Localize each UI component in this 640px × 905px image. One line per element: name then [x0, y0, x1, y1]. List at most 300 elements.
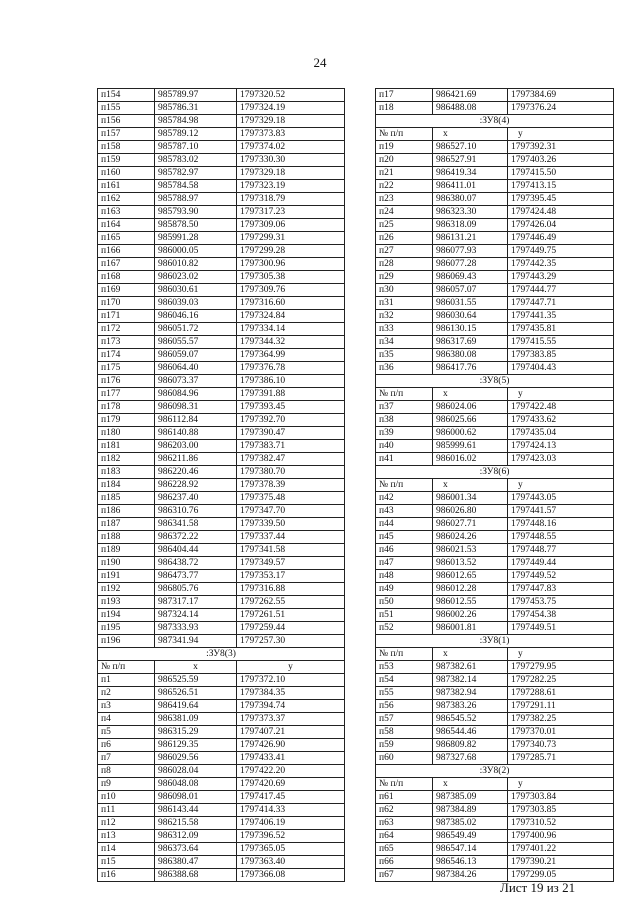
point-number-cell: п5	[98, 726, 155, 739]
table-row	[376, 570, 614, 583]
point-number-cell: п26	[376, 232, 433, 245]
table-row	[98, 856, 345, 869]
x-coordinate-cell: 987385.09	[433, 791, 508, 804]
column-header-x: x	[433, 778, 508, 791]
table-row	[98, 726, 345, 739]
table-row	[376, 271, 614, 284]
y-coordinate-cell: 1797323.19	[237, 180, 345, 193]
table-row	[98, 869, 345, 882]
table-row	[376, 700, 614, 713]
table-row	[98, 687, 345, 700]
x-coordinate-cell: 986372.22	[155, 531, 237, 544]
table-row	[376, 830, 614, 843]
table-row	[376, 687, 614, 700]
x-coordinate-cell: 986411.01	[433, 180, 508, 193]
table-row	[98, 830, 345, 843]
x-coordinate-cell: 986051.72	[155, 323, 237, 336]
column-header-n: № п/п	[376, 128, 433, 141]
table-row	[98, 583, 345, 596]
point-number-cell: п180	[98, 427, 155, 440]
x-coordinate-cell: 986039.03	[155, 297, 237, 310]
y-coordinate-cell: 1797305.38	[237, 271, 345, 284]
point-number-cell: п57	[376, 713, 433, 726]
y-coordinate-cell: 1797413.15	[508, 180, 614, 193]
point-number-cell: п29	[376, 271, 433, 284]
table-row	[98, 323, 345, 336]
table-row	[376, 583, 614, 596]
y-coordinate-cell: 1797449.51	[508, 622, 614, 635]
y-coordinate-cell: 1797394.74	[237, 700, 345, 713]
y-coordinate-cell: 1797317.23	[237, 206, 345, 219]
table-row	[376, 167, 614, 180]
point-number-cell: п9	[98, 778, 155, 791]
x-coordinate-cell: 985991.28	[155, 232, 237, 245]
table-row	[98, 570, 345, 583]
y-coordinate-cell: 1797404.43	[508, 362, 614, 375]
point-number-cell: п179	[98, 414, 155, 427]
y-coordinate-cell: 1797391.88	[237, 388, 345, 401]
y-coordinate-cell: 1797257.30	[237, 635, 345, 648]
y-coordinate-cell: 1797299.28	[237, 245, 345, 258]
point-number-cell: п58	[376, 726, 433, 739]
table-row	[98, 622, 345, 635]
y-coordinate-cell: 1797446.49	[508, 232, 614, 245]
y-coordinate-cell: 1797300.96	[237, 258, 345, 271]
column-header-x: x	[433, 479, 508, 492]
y-coordinate-cell: 1797329.18	[237, 115, 345, 128]
y-coordinate-cell: 1797376.24	[508, 102, 614, 115]
table-row	[98, 284, 345, 297]
y-coordinate-cell: 1797415.50	[508, 167, 614, 180]
y-coordinate-cell: 1797426.04	[508, 219, 614, 232]
x-coordinate-cell: 986380.07	[433, 193, 508, 206]
point-number-cell: п52	[376, 622, 433, 635]
column-header-row	[376, 388, 614, 401]
y-coordinate-cell: 1797339.50	[237, 518, 345, 531]
y-coordinate-cell: 1797401.22	[508, 843, 614, 856]
y-coordinate-cell: 1797262.55	[237, 596, 345, 609]
x-coordinate-cell: 987324.14	[155, 609, 237, 622]
table-row	[98, 219, 345, 232]
point-number-cell: п192	[98, 583, 155, 596]
x-coordinate-cell: 986084.96	[155, 388, 237, 401]
section-row	[376, 115, 614, 128]
point-number-cell: п53	[376, 661, 433, 674]
x-coordinate-cell: 986419.64	[155, 700, 237, 713]
x-coordinate-cell: 986001.34	[433, 492, 508, 505]
x-coordinate-cell: 986488.08	[433, 102, 508, 115]
x-coordinate-cell: 986112.84	[155, 414, 237, 427]
table-row	[376, 596, 614, 609]
column-header-x: x	[433, 128, 508, 141]
x-coordinate-cell: 986129.35	[155, 739, 237, 752]
table-row	[98, 505, 345, 518]
table-row	[376, 336, 614, 349]
point-number-cell: п19	[376, 141, 433, 154]
table-row	[98, 336, 345, 349]
x-coordinate-cell: 986143.44	[155, 804, 237, 817]
point-number-cell: п50	[376, 596, 433, 609]
y-coordinate-cell: 1797420.69	[237, 778, 345, 791]
point-number-cell: п12	[98, 817, 155, 830]
table-row	[376, 791, 614, 804]
table-row	[98, 544, 345, 557]
table-row	[376, 89, 614, 102]
x-coordinate-cell: 986809.82	[433, 739, 508, 752]
y-coordinate-cell: 1797407.21	[237, 726, 345, 739]
section-label: :ЗУ8(6)	[376, 466, 614, 479]
point-number-cell: п160	[98, 167, 155, 180]
y-coordinate-cell: 1797334.14	[237, 323, 345, 336]
point-number-cell: п1	[98, 674, 155, 687]
x-coordinate-cell: 986527.10	[433, 141, 508, 154]
y-coordinate-cell: 1797424.48	[508, 206, 614, 219]
table-row	[98, 843, 345, 856]
point-number-cell: п21	[376, 167, 433, 180]
point-number-cell: п36	[376, 362, 433, 375]
point-number-cell: п3	[98, 700, 155, 713]
y-coordinate-cell: 1797382.47	[237, 453, 345, 466]
table-row	[376, 739, 614, 752]
point-number-cell: п35	[376, 349, 433, 362]
y-coordinate-cell: 1797309.76	[237, 284, 345, 297]
y-coordinate-cell: 1797349.57	[237, 557, 345, 570]
y-coordinate-cell: 1797383.71	[237, 440, 345, 453]
x-coordinate-cell: 985786.31	[155, 102, 237, 115]
point-number-cell: п51	[376, 609, 433, 622]
table-row	[376, 713, 614, 726]
table-row	[376, 531, 614, 544]
point-number-cell: п161	[98, 180, 155, 193]
section-row	[376, 765, 614, 778]
y-coordinate-cell: 1797341.58	[237, 544, 345, 557]
column-header-row	[376, 479, 614, 492]
point-number-cell: п16	[98, 869, 155, 882]
x-coordinate-cell: 986001.81	[433, 622, 508, 635]
point-number-cell: п41	[376, 453, 433, 466]
x-coordinate-cell: 986000.05	[155, 245, 237, 258]
page-number: 24	[313, 55, 327, 70]
x-coordinate-cell: 986010.82	[155, 258, 237, 271]
y-coordinate-cell: 1797384.35	[237, 687, 345, 700]
table-row	[98, 141, 345, 154]
x-coordinate-cell: 986310.76	[155, 505, 237, 518]
column-header-n: № п/п	[376, 648, 433, 661]
table-row	[98, 804, 345, 817]
table-row	[376, 804, 614, 817]
x-coordinate-cell: 986388.68	[155, 869, 237, 882]
x-coordinate-cell: 985793.90	[155, 206, 237, 219]
point-number-cell: п172	[98, 323, 155, 336]
table-row	[376, 843, 614, 856]
point-number-cell: п183	[98, 466, 155, 479]
y-coordinate-cell: 1797259.44	[237, 622, 345, 635]
y-coordinate-cell: 1797403.26	[508, 154, 614, 167]
table-row	[98, 128, 345, 141]
y-coordinate-cell: 1797291.11	[508, 700, 614, 713]
x-coordinate-cell: 985788.97	[155, 193, 237, 206]
table-row	[376, 661, 614, 674]
x-coordinate-cell: 987341.94	[155, 635, 237, 648]
table-row	[376, 505, 614, 518]
table-row	[376, 362, 614, 375]
x-coordinate-cell: 986077.28	[433, 258, 508, 271]
column-header-y: y	[237, 661, 345, 674]
y-coordinate-cell: 1797364.99	[237, 349, 345, 362]
point-number-cell: п25	[376, 219, 433, 232]
y-coordinate-cell: 1797365.05	[237, 843, 345, 856]
x-coordinate-cell: 987382.94	[433, 687, 508, 700]
y-coordinate-cell: 1797382.25	[508, 713, 614, 726]
point-number-cell: п2	[98, 687, 155, 700]
table-row	[376, 232, 614, 245]
y-coordinate-cell: 1797453.75	[508, 596, 614, 609]
x-coordinate-cell: 986380.08	[433, 349, 508, 362]
section-row	[98, 648, 345, 661]
y-coordinate-cell: 1797392.70	[237, 414, 345, 427]
column-header-x: x	[155, 661, 237, 674]
table-row	[98, 206, 345, 219]
table-row	[98, 635, 345, 648]
table-row	[98, 167, 345, 180]
y-coordinate-cell: 1797395.45	[508, 193, 614, 206]
x-coordinate-cell: 986544.46	[433, 726, 508, 739]
x-coordinate-cell: 986130.15	[433, 323, 508, 336]
x-coordinate-cell: 986203.00	[155, 440, 237, 453]
point-number-cell: п170	[98, 297, 155, 310]
y-coordinate-cell: 1797373.83	[237, 128, 345, 141]
table-row	[376, 206, 614, 219]
x-coordinate-cell: 986526.51	[155, 687, 237, 700]
y-coordinate-cell: 1797415.55	[508, 336, 614, 349]
x-coordinate-cell: 986012.55	[433, 596, 508, 609]
y-coordinate-cell: 1797340.73	[508, 739, 614, 752]
y-coordinate-cell: 1797279.95	[508, 661, 614, 674]
x-coordinate-cell: 985784.98	[155, 115, 237, 128]
x-coordinate-cell: 985789.97	[155, 89, 237, 102]
point-number-cell: п13	[98, 830, 155, 843]
x-coordinate-cell: 986069.43	[433, 271, 508, 284]
x-coordinate-cell: 986525.59	[155, 674, 237, 687]
y-coordinate-cell: 1797448.77	[508, 544, 614, 557]
y-coordinate-cell: 1797443.05	[508, 492, 614, 505]
point-number-cell: п10	[98, 791, 155, 804]
section-row	[376, 466, 614, 479]
section-label: :ЗУ8(2)	[376, 765, 614, 778]
y-coordinate-cell: 1797424.13	[508, 440, 614, 453]
point-number-cell: п191	[98, 570, 155, 583]
y-coordinate-cell: 1797396.52	[237, 830, 345, 843]
x-coordinate-cell: 986026.80	[433, 505, 508, 518]
table-row	[98, 349, 345, 362]
column-header-n: № п/п	[376, 479, 433, 492]
point-number-cell: п176	[98, 375, 155, 388]
point-number-cell: п173	[98, 336, 155, 349]
x-coordinate-cell: 986016.02	[433, 453, 508, 466]
x-coordinate-cell: 987333.93	[155, 622, 237, 635]
y-coordinate-cell: 1797423.03	[508, 453, 614, 466]
column-header-y: y	[508, 388, 614, 401]
table-row	[98, 193, 345, 206]
table-row	[98, 388, 345, 401]
point-number-cell: п159	[98, 154, 155, 167]
point-number-cell: п60	[376, 752, 433, 765]
table-row	[98, 713, 345, 726]
x-coordinate-cell: 986220.46	[155, 466, 237, 479]
point-number-cell: п178	[98, 401, 155, 414]
table-row	[98, 89, 345, 102]
table-row	[376, 518, 614, 531]
table-row	[98, 401, 345, 414]
table-row	[98, 154, 345, 167]
point-number-cell: п43	[376, 505, 433, 518]
x-coordinate-cell: 986312.09	[155, 830, 237, 843]
point-number-cell: п32	[376, 310, 433, 323]
column-header-row	[376, 648, 614, 661]
y-coordinate-cell: 1797422.48	[508, 401, 614, 414]
table-row	[376, 349, 614, 362]
y-coordinate-cell: 1797390.47	[237, 427, 345, 440]
table-row	[98, 739, 345, 752]
point-number-cell: п38	[376, 414, 433, 427]
y-coordinate-cell: 1797392.31	[508, 141, 614, 154]
column-header-x: x	[433, 648, 508, 661]
table-row	[98, 102, 345, 115]
table-row	[376, 427, 614, 440]
x-coordinate-cell: 986419.34	[433, 167, 508, 180]
x-coordinate-cell: 986228.92	[155, 479, 237, 492]
table-row	[376, 622, 614, 635]
y-coordinate-cell: 1797353.17	[237, 570, 345, 583]
x-coordinate-cell: 986030.61	[155, 284, 237, 297]
x-coordinate-cell: 986027.71	[433, 518, 508, 531]
y-coordinate-cell: 1797372.10	[237, 674, 345, 687]
x-coordinate-cell: 986545.52	[433, 713, 508, 726]
point-number-cell: п40	[376, 440, 433, 453]
column-header-row	[98, 661, 345, 674]
table-row	[376, 180, 614, 193]
table-row	[98, 765, 345, 778]
x-coordinate-cell: 986421.69	[433, 89, 508, 102]
x-coordinate-cell: 986059.07	[155, 349, 237, 362]
point-number-cell: п34	[376, 336, 433, 349]
table-row	[98, 271, 345, 284]
point-number-cell: п18	[376, 102, 433, 115]
x-coordinate-cell: 985783.02	[155, 154, 237, 167]
table-row	[98, 375, 345, 388]
x-coordinate-cell: 986048.08	[155, 778, 237, 791]
point-number-cell: п45	[376, 531, 433, 544]
table-row	[376, 258, 614, 271]
table-row	[98, 778, 345, 791]
x-coordinate-cell: 985878.50	[155, 219, 237, 232]
coordinates-table-left-body	[98, 89, 345, 882]
point-number-cell: п174	[98, 349, 155, 362]
x-coordinate-cell: 985787.10	[155, 141, 237, 154]
column-header-x: x	[433, 388, 508, 401]
point-number-cell: п181	[98, 440, 155, 453]
table-row	[98, 180, 345, 193]
x-coordinate-cell: 987382.14	[433, 674, 508, 687]
y-coordinate-cell: 1797449.44	[508, 557, 614, 570]
x-coordinate-cell: 985789.12	[155, 128, 237, 141]
table-row	[98, 245, 345, 258]
x-coordinate-cell: 986002.26	[433, 609, 508, 622]
x-coordinate-cell: 986073.37	[155, 375, 237, 388]
x-coordinate-cell: 986021.53	[433, 544, 508, 557]
point-number-cell: п195	[98, 622, 155, 635]
x-coordinate-cell: 986012.65	[433, 570, 508, 583]
table-row	[98, 115, 345, 128]
x-coordinate-cell: 986031.55	[433, 297, 508, 310]
table-row	[98, 700, 345, 713]
table-row	[376, 609, 614, 622]
table-row	[98, 674, 345, 687]
point-number-cell: п165	[98, 232, 155, 245]
x-coordinate-cell: 987384.89	[433, 804, 508, 817]
y-coordinate-cell: 1797316.88	[237, 583, 345, 596]
point-number-cell: п186	[98, 505, 155, 518]
x-coordinate-cell: 986211.86	[155, 453, 237, 466]
table-row	[376, 414, 614, 427]
y-coordinate-cell: 1797374.02	[237, 141, 345, 154]
point-number-cell: п171	[98, 310, 155, 323]
x-coordinate-cell: 986438.72	[155, 557, 237, 570]
point-number-cell: п23	[376, 193, 433, 206]
point-number-cell: п31	[376, 297, 433, 310]
x-coordinate-cell: 986024.26	[433, 531, 508, 544]
column-header-row	[376, 128, 614, 141]
table-row	[98, 310, 345, 323]
y-coordinate-cell: 1797433.41	[237, 752, 345, 765]
point-number-cell: п4	[98, 713, 155, 726]
y-coordinate-cell: 1797285.71	[508, 752, 614, 765]
point-number-cell: п157	[98, 128, 155, 141]
table-row	[376, 492, 614, 505]
x-coordinate-cell: 986000.62	[433, 427, 508, 440]
y-coordinate-cell: 1797390.21	[508, 856, 614, 869]
y-coordinate-cell: 1797426.90	[237, 739, 345, 752]
point-number-cell: п64	[376, 830, 433, 843]
x-coordinate-cell: 986057.07	[433, 284, 508, 297]
table-row	[376, 219, 614, 232]
y-coordinate-cell: 1797422.20	[237, 765, 345, 778]
table-row	[98, 232, 345, 245]
point-number-cell: п175	[98, 362, 155, 375]
point-number-cell: п30	[376, 284, 433, 297]
x-coordinate-cell: 985784.58	[155, 180, 237, 193]
x-coordinate-cell: 986341.58	[155, 518, 237, 531]
table-row	[376, 869, 614, 882]
x-coordinate-cell: 987382.61	[433, 661, 508, 674]
y-coordinate-cell: 1797400.96	[508, 830, 614, 843]
y-coordinate-cell: 1797378.39	[237, 479, 345, 492]
x-coordinate-cell: 987384.26	[433, 869, 508, 882]
x-coordinate-cell: 986381.09	[155, 713, 237, 726]
point-number-cell: п194	[98, 609, 155, 622]
y-coordinate-cell: 1797454.38	[508, 609, 614, 622]
coordinates-table-left	[97, 88, 345, 882]
x-coordinate-cell: 985999.61	[433, 440, 508, 453]
table-row	[98, 791, 345, 804]
point-number-cell: п54	[376, 674, 433, 687]
point-number-cell: п190	[98, 557, 155, 570]
point-number-cell: п7	[98, 752, 155, 765]
point-number-cell: п55	[376, 687, 433, 700]
column-header-y: y	[508, 648, 614, 661]
table-row	[376, 674, 614, 687]
y-coordinate-cell: 1797383.85	[508, 349, 614, 362]
